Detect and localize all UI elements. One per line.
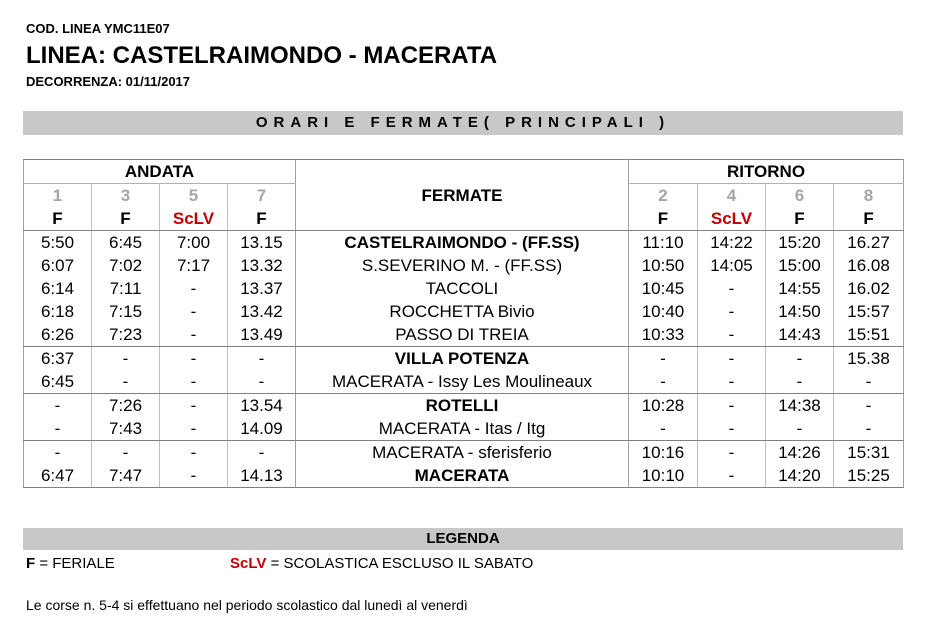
time-cell: - [160, 323, 228, 347]
time-cell: - [92, 441, 160, 465]
run-number: 6 [766, 184, 834, 208]
time-cell: - [92, 347, 160, 371]
stop-name: PASSO DI TREIA [296, 323, 629, 347]
run-type: F [629, 207, 698, 231]
time-cell: 7:23 [92, 323, 160, 347]
time-cell: 13.49 [228, 323, 296, 347]
time-cell: 15:31 [834, 441, 904, 465]
time-cell: - [698, 277, 766, 300]
legend-title: LEGENDA [23, 528, 903, 550]
time-cell: 13.15 [228, 231, 296, 255]
time-cell: 6:47 [24, 464, 92, 488]
time-cell: 7:00 [160, 231, 228, 255]
time-cell: - [834, 394, 904, 418]
time-cell: - [698, 464, 766, 488]
time-cell: - [766, 347, 834, 371]
time-cell: 10:40 [641, 302, 685, 321]
time-cell: - [698, 394, 766, 418]
run-type: ScLV [160, 207, 228, 231]
time-cell: 13.42 [228, 300, 296, 323]
time-cell: - [834, 370, 904, 394]
time-cell: 10:28 [641, 396, 685, 415]
table-row [24, 394, 904, 418]
time-cell: 15:57 [834, 300, 904, 323]
time-cell: 13.54 [228, 394, 296, 418]
time-cell: 14:55 [766, 277, 834, 300]
time-cell: - [228, 370, 296, 394]
time-cell: 7:15 [92, 300, 160, 323]
time-cell: - [228, 347, 296, 371]
time-cell: 6:07 [24, 254, 92, 277]
time-cell: 10:16 [641, 443, 685, 462]
time-cell: - [228, 441, 296, 465]
time-cell: - [766, 370, 834, 394]
stop-name: MACERATA - Itas / Itg [296, 417, 629, 441]
time-cell: 10:33 [629, 323, 698, 347]
time-cell: 10:10 [629, 464, 698, 488]
run-type: F [834, 207, 904, 231]
time-cell: 6:18 [24, 300, 92, 323]
table-row [24, 417, 904, 441]
time-cell: - [698, 347, 766, 371]
andata-header: ANDATA [24, 160, 296, 184]
timetable [23, 159, 904, 488]
table-row [24, 323, 904, 347]
time-cell: - [160, 441, 228, 465]
legend-f [26, 555, 115, 572]
stop-name: CASTELRAIMONDO - (FF.SS) [296, 231, 629, 255]
stop-name: S.SEVERINO M. - (FF.SS) [296, 254, 629, 277]
time-cell: 15:25 [834, 464, 904, 488]
footnote: Le corse n. 5-4 si effettuano nel periodo scolastico dal lunedì al venerdì [26, 597, 468, 613]
time-cell: 15.38 [834, 347, 904, 371]
table-row [24, 231, 904, 255]
time-cell: 14:38 [766, 394, 834, 418]
table-row [24, 347, 904, 371]
time-cell: 14:20 [766, 464, 834, 488]
time-cell: 5:50 [24, 231, 92, 255]
time-cell: 13.32 [228, 254, 296, 277]
table-row [24, 277, 904, 300]
time-cell: 14:22 [698, 231, 766, 255]
stop-name: ROTELLI [296, 394, 629, 418]
time-cell: 16.27 [834, 231, 904, 255]
run-number: 8 [834, 184, 904, 208]
time-cell: 14:05 [698, 254, 766, 277]
time-cell: - [92, 370, 160, 394]
time-cell: 14.09 [228, 417, 296, 441]
line-code: COD. LINEA YMC11E07 [26, 21, 170, 36]
table-row [24, 370, 904, 394]
time-cell: 7:02 [92, 254, 160, 277]
time-cell: 14.13 [228, 464, 296, 488]
time-cell: - [629, 417, 698, 441]
legend-sclv-code: ScLV [230, 555, 267, 572]
time-cell: - [160, 300, 228, 323]
legend-f-code: F [26, 555, 36, 572]
time-cell: 7:11 [92, 277, 160, 300]
run-type: F [92, 207, 160, 231]
time-cell: 7:47 [92, 464, 160, 488]
run-type: F [766, 207, 834, 231]
run-number: 5 [160, 184, 228, 208]
time-cell: 7:26 [92, 394, 160, 418]
time-cell: - [698, 417, 766, 441]
time-cell: - [24, 441, 92, 465]
run-number: 2 [658, 186, 668, 205]
time-cell: - [160, 277, 228, 300]
time-cell: 6:14 [24, 277, 92, 300]
time-cell: - [629, 370, 698, 394]
time-cell: - [24, 417, 92, 441]
time-cell: - [698, 370, 766, 394]
time-cell: 11:10 [642, 233, 684, 252]
time-cell: 15:20 [766, 231, 834, 255]
stop-name: VILLA POTENZA [296, 347, 629, 371]
ritorno-header: RITORNO [629, 160, 904, 184]
stop-name: MACERATA - Issy Les Moulineaux [296, 370, 629, 394]
stop-name: MACERATA - sferisferio [296, 441, 629, 465]
time-cell: 10:45 [641, 279, 685, 298]
stop-name: MACERATA [296, 464, 629, 488]
time-cell: - [698, 300, 766, 323]
time-cell: 14:26 [766, 441, 834, 465]
time-cell: - [834, 417, 904, 441]
fermate-header: FERMATE [296, 160, 629, 231]
line-title: LINEA: CASTELRAIMONDO - MACERATA [26, 42, 498, 69]
run-number: 7 [228, 184, 296, 208]
time-cell: 14:43 [766, 323, 834, 347]
time-cell: - [766, 417, 834, 441]
time-cell: 7:17 [160, 254, 228, 277]
table-row [24, 254, 904, 277]
time-cell: 13.37 [228, 277, 296, 300]
time-cell: - [660, 349, 666, 368]
time-cell: - [160, 370, 228, 394]
time-cell: 16.02 [834, 277, 904, 300]
time-cell: 15:00 [766, 254, 834, 277]
time-cell: 6:37 [24, 347, 92, 371]
run-number: 4 [698, 184, 766, 208]
time-cell: - [160, 347, 228, 371]
legend [26, 555, 534, 572]
time-cell: 7:43 [92, 417, 160, 441]
legend-sclv-desc: = SCOLASTICA ESCLUSO IL SABATO [266, 555, 534, 572]
legend-sclv [230, 555, 533, 572]
run-type: ScLV [698, 207, 766, 231]
time-cell: - [160, 394, 228, 418]
time-cell: 14:50 [766, 300, 834, 323]
time-cell: 16.08 [834, 254, 904, 277]
time-cell: 6:45 [92, 231, 160, 255]
time-cell: - [698, 323, 766, 347]
time-cell: 6:45 [24, 370, 92, 394]
start-date: DECORRENZA: 01/11/2017 [26, 74, 191, 89]
stop-name: ROCCHETTA Bivio [296, 300, 629, 323]
time-cell: 6:26 [24, 323, 92, 347]
table-row [24, 300, 904, 323]
run-number: 3 [92, 184, 160, 208]
table-row [24, 464, 904, 488]
time-cell: 15:51 [834, 323, 904, 347]
time-cell: 10:50 [641, 256, 685, 275]
stop-name: TACCOLI [296, 277, 629, 300]
legend-f-desc: = FERIALE [35, 555, 115, 572]
table-row [24, 441, 904, 465]
time-cell: - [160, 417, 228, 441]
run-type: F [24, 207, 92, 231]
time-cell: - [698, 441, 766, 465]
run-number: 1 [24, 184, 92, 208]
time-cell: - [24, 394, 92, 418]
run-type: F [228, 207, 296, 231]
section-title: ORARI E FERMATE( PRINCIPALI ) [23, 111, 903, 135]
time-cell: - [160, 464, 228, 488]
